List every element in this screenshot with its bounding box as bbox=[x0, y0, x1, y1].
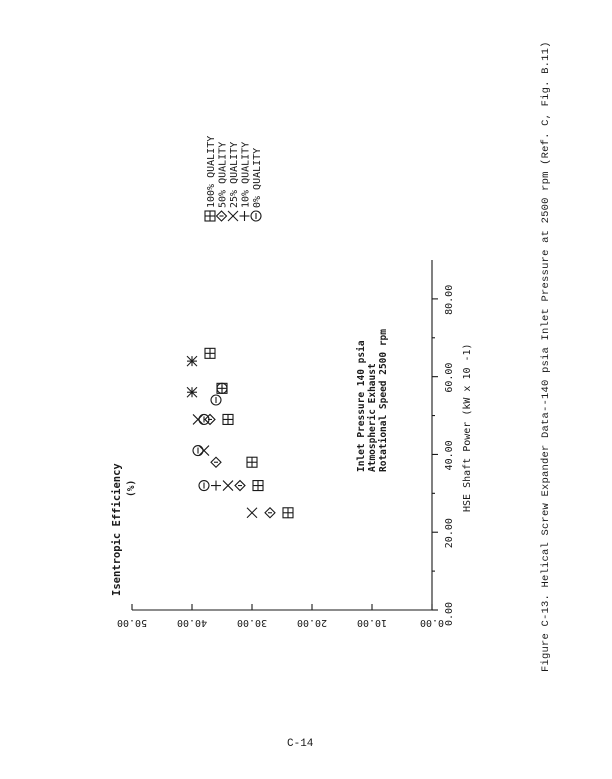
data-point-x bbox=[247, 508, 257, 518]
y-tick-label: 0.00 bbox=[419, 617, 445, 628]
legend-label: 10% QUALITY bbox=[240, 141, 252, 208]
x-axis-label: HSE Shaft Power (kW x 10 -1) bbox=[462, 343, 473, 512]
y-tick-label: 10.00 bbox=[356, 617, 388, 628]
data-point-plus bbox=[211, 481, 221, 491]
y-axis-label: Isentropic Efficiency bbox=[111, 463, 123, 596]
data-point-diamond bbox=[205, 414, 215, 424]
data-point-square bbox=[223, 414, 233, 424]
legend-marker-x bbox=[228, 211, 238, 221]
page-number: C-14 bbox=[287, 738, 314, 750]
data-point-x bbox=[193, 414, 203, 424]
x-tick-label: 60.00 bbox=[444, 362, 455, 393]
data-point-square bbox=[283, 508, 293, 518]
legend-label: 100% QUALITY bbox=[206, 135, 217, 208]
y-tick-label: 20.00 bbox=[296, 617, 328, 628]
y-tick-label: 50.00 bbox=[116, 617, 148, 628]
legend-label: 25% QUALITY bbox=[229, 141, 240, 208]
x-tick-label: 0.00 bbox=[444, 601, 455, 626]
data-point-diamond bbox=[265, 508, 275, 518]
legend-label: 50% QUALITY bbox=[217, 141, 229, 208]
data-point-x bbox=[223, 481, 233, 491]
legend-marker-diamond bbox=[217, 211, 227, 221]
legend-label: 0% QUALITY bbox=[252, 147, 263, 208]
data-point-circle bbox=[199, 481, 209, 491]
data-point-square bbox=[205, 348, 215, 358]
data-point-square bbox=[247, 457, 257, 467]
figure-caption: Figure C-13. Helical Screw Expander Data--140 psia Inlet Pressure at 2500 rpm (Ref. C, Fig. B.11) bbox=[540, 41, 552, 672]
data-point-square bbox=[253, 481, 263, 491]
x-tick-label: 40.00 bbox=[444, 440, 455, 471]
data-point-circle bbox=[199, 414, 209, 424]
data-point-circle bbox=[211, 395, 221, 405]
data-point-circle bbox=[193, 446, 203, 456]
chart-annotation-line: Rotational Speed 2500 rpm bbox=[378, 329, 389, 472]
y-axis-unit: (%) bbox=[126, 479, 137, 497]
data-point-diamond bbox=[211, 457, 221, 467]
legend-marker-square bbox=[205, 211, 215, 221]
data-point-diamond bbox=[235, 481, 245, 491]
x-tick-label: 20.00 bbox=[444, 518, 455, 549]
legend-marker-plus bbox=[240, 211, 250, 221]
chart-annotation-line: Atmospheric Exhaust bbox=[367, 363, 378, 472]
y-tick-label: 30.00 bbox=[236, 617, 268, 628]
chart-annotation-line: Inlet Pressure 140 psia bbox=[356, 340, 367, 472]
x-tick-label: 80.00 bbox=[444, 284, 455, 315]
y-tick-label: 40.00 bbox=[176, 617, 208, 628]
data-point-x bbox=[199, 446, 209, 456]
legend-marker-circle bbox=[251, 211, 261, 221]
